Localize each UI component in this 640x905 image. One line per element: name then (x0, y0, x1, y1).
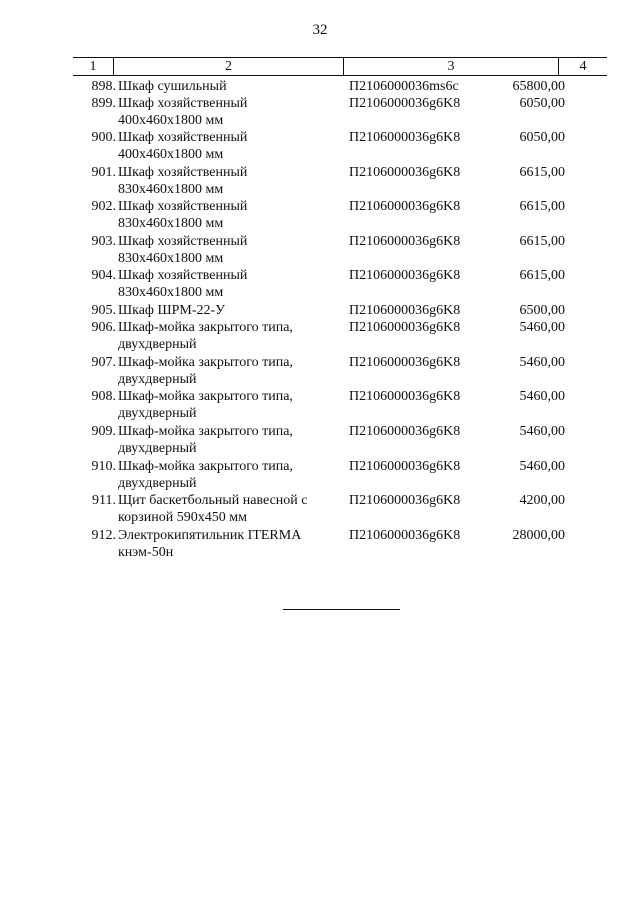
row-code: П2106000036g6K8 (349, 199, 461, 214)
row-number: 910. (91, 459, 116, 474)
row-number: 907. (91, 355, 116, 370)
row-number: 906. (91, 320, 116, 335)
row-code: П2106000036g6K8 (349, 528, 461, 543)
end-divider (283, 609, 400, 610)
row-price: 6615,00 (519, 268, 565, 283)
row-code: П2106000036g6K8 (349, 303, 461, 318)
row-name: Шкаф хозяйственный 830x460x1800 мм (118, 268, 248, 300)
row-number: 905. (91, 303, 116, 318)
row-name: Шкаф-мойка закрытого типа, двухдверный (118, 459, 293, 491)
row-number: 899. (91, 96, 116, 111)
row-code: П2106000036g6K8 (349, 424, 461, 439)
row-code: П2106000036g6K8 (349, 234, 461, 249)
row-price: 5460,00 (519, 424, 565, 439)
row-code: П2106000036g6K8 (349, 268, 461, 283)
row-code: П2106000036g6K8 (349, 389, 461, 404)
row-number: 903. (91, 234, 116, 249)
row-name: Шкаф сушильный (118, 79, 227, 94)
header-col-2: 2 (114, 58, 344, 75)
row-name: Шкаф ШРМ-22-У (118, 303, 226, 318)
row-price: 28000,00 (512, 528, 565, 543)
row-name: Шкаф хозяйственный 830x460x1800 мм (118, 234, 248, 266)
row-code: П2106000036g6K8 (349, 130, 461, 145)
row-price: 5460,00 (519, 389, 565, 404)
row-number: 912. (91, 528, 116, 543)
row-price: 4200,00 (519, 493, 565, 508)
row-number: 902. (91, 199, 116, 214)
row-number: 901. (91, 165, 116, 180)
row-code: П2106000036g6K8 (349, 493, 461, 508)
row-number: 911. (92, 493, 116, 508)
row-name: Шкаф-мойка закрытого типа, двухдверный (118, 355, 293, 387)
row-name: Шкаф-мойка закрытого типа, двухдверный (118, 320, 293, 352)
row-code: П2106000036g6K8 (349, 355, 461, 370)
row-name: Шкаф хозяйственный 830x460x1800 мм (118, 199, 248, 231)
row-number: 908. (91, 389, 116, 404)
row-price: 5460,00 (519, 355, 565, 370)
page-number: 32 (312, 22, 328, 38)
row-number: 909. (91, 424, 116, 439)
row-name: Щит баскетбольный навесной с корзиной 590x450 мм (118, 493, 308, 525)
row-price: 6500,00 (519, 303, 565, 318)
row-code: П2106000036g6K8 (349, 459, 461, 474)
row-number: 898. (91, 79, 116, 94)
header-col-3: 3 (344, 58, 559, 75)
row-name: Шкаф хозяйственный 400x460x1800 мм (118, 130, 248, 162)
row-price: 65800,00 (512, 79, 565, 94)
row-code: П2106000036ms6c (349, 79, 459, 94)
row-price: 5460,00 (519, 459, 565, 474)
row-price: 6615,00 (519, 199, 565, 214)
row-price: 6050,00 (519, 130, 565, 145)
row-price: 6615,00 (519, 165, 565, 180)
row-code: П2106000036g6K8 (349, 165, 461, 180)
header-col-4: 4 (579, 59, 587, 74)
row-name: Шкаф хозяйственный 400x460x1800 мм (118, 96, 248, 128)
row-name: Шкаф-мойка закрытого типа, двухдверный (118, 424, 293, 456)
row-code: П2106000036g6K8 (349, 96, 461, 111)
row-price: 6050,00 (519, 96, 565, 111)
row-code: П2106000036g6K8 (349, 320, 461, 335)
row-price: 5460,00 (519, 320, 565, 335)
row-price: 6615,00 (519, 234, 565, 249)
row-name: Шкаф-мойка закрытого типа, двухдверный (118, 389, 293, 421)
header-col-1: 1 (73, 58, 114, 75)
row-number: 900. (91, 130, 116, 145)
row-name: Электрокипятильник ITERMA кнэм-50н (118, 528, 302, 560)
row-name: Шкаф хозяйственный 830x460x1800 мм (118, 165, 248, 197)
row-number: 904. (91, 268, 116, 283)
table-header (73, 57, 607, 76)
